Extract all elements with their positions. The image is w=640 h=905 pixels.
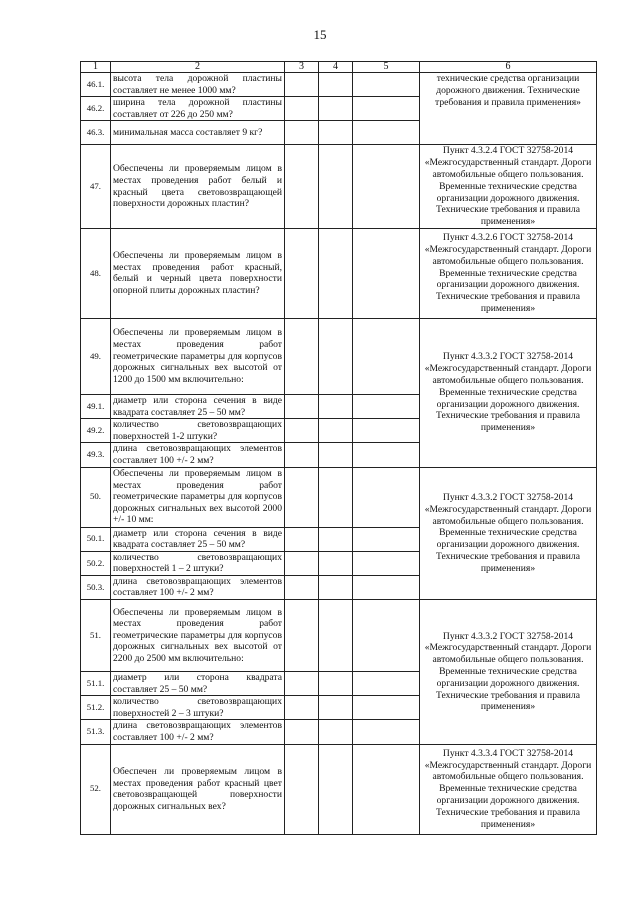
answer-cell[interactable] — [353, 696, 420, 720]
answer-cell[interactable] — [353, 467, 420, 527]
answer-cell[interactable] — [353, 720, 420, 744]
answer-cell[interactable] — [285, 228, 319, 318]
row-number: 49.1. — [81, 394, 111, 418]
answer-cell[interactable] — [319, 318, 353, 394]
answer-cell[interactable] — [319, 73, 353, 97]
row-question: Обеспечены ли проверяемым лицом в местах проведения работ красный, белый и черный цвета поверхности опорной плиты дорожных пластин? — [111, 228, 285, 318]
answer-cell[interactable] — [319, 600, 353, 672]
page-number: 15 — [313, 27, 327, 42]
column-header: 1 — [81, 62, 111, 73]
row-number: 48. — [81, 228, 111, 318]
row-question: высота тела дорожной пластины составляет не менее 1000 мм? — [111, 73, 285, 97]
answer-cell[interactable] — [319, 575, 353, 599]
answer-cell[interactable] — [319, 720, 353, 744]
answer-cell[interactable] — [285, 467, 319, 527]
row-number: 46.1. — [81, 73, 111, 97]
row-question: Обеспечены ли проверяемым лицом в местах проведения работ геометрические параметры для корпусов дорожных сигнальных вех высотой от 2200 до 2500 мм включительно: — [111, 600, 285, 672]
row-number: 50.3. — [81, 575, 111, 599]
table-header-row — [81, 62, 597, 73]
answer-cell[interactable] — [319, 97, 353, 121]
row-question: длина световозвращающих элементов составляет 100 +/- 2 мм? — [111, 575, 285, 599]
row-question: диаметр или сторона сечения в виде квадрата составляет 25 – 50 мм? — [111, 527, 285, 551]
answer-cell[interactable] — [353, 527, 420, 551]
row-reference: Пункт 4.3.2.6 ГОСТ 32758-2014 «Межгосударственный стандарт. Дороги автомобильные общего пользования. Временные технические средства организации дорожного движения. Технические требования и правила применения» — [420, 228, 597, 318]
row-number: 52. — [81, 744, 111, 834]
row-question: длина световозвращающих элементов составляет 100 +/- 2 мм? — [111, 720, 285, 744]
row-number: 49. — [81, 318, 111, 394]
table-row — [81, 600, 597, 672]
answer-cell[interactable] — [285, 575, 319, 599]
answer-cell[interactable] — [319, 527, 353, 551]
answer-cell[interactable] — [319, 419, 353, 443]
answer-cell[interactable] — [319, 744, 353, 834]
row-number: 51. — [81, 600, 111, 672]
row-question: количество световозвращающих поверхностей 1-2 штуки? — [111, 419, 285, 443]
answer-cell[interactable] — [285, 73, 319, 97]
answer-cell[interactable] — [353, 600, 420, 672]
row-reference: Пункт 4.3.3.2 ГОСТ 32758-2014 «Межгосударственный стандарт. Дороги автомобильные общего пользования. Временные технические средства организации дорожного движения. Технические требования и правила применения» — [420, 467, 597, 600]
answer-cell[interactable] — [285, 551, 319, 575]
column-header: 3 — [285, 62, 319, 73]
table-row — [81, 744, 597, 834]
answer-cell[interactable] — [285, 527, 319, 551]
row-question: минимальная масса составляет 9 кг? — [111, 121, 285, 145]
column-header: 6 — [420, 62, 597, 73]
answer-cell[interactable] — [353, 672, 420, 696]
answer-cell[interactable] — [285, 318, 319, 394]
answer-cell[interactable] — [353, 97, 420, 121]
table-row — [81, 145, 597, 229]
table-row — [81, 228, 597, 318]
answer-cell[interactable] — [353, 443, 420, 467]
answer-cell[interactable] — [285, 744, 319, 834]
answer-cell[interactable] — [353, 551, 420, 575]
answer-cell[interactable] — [285, 121, 319, 145]
answer-cell[interactable] — [319, 228, 353, 318]
answer-cell[interactable] — [319, 121, 353, 145]
answer-cell[interactable] — [353, 145, 420, 229]
row-number: 51.3. — [81, 720, 111, 744]
answer-cell[interactable] — [285, 600, 319, 672]
answer-cell[interactable] — [285, 672, 319, 696]
row-number: 49.2. — [81, 419, 111, 443]
row-number: 51.1. — [81, 672, 111, 696]
row-number: 47. — [81, 145, 111, 229]
answer-cell[interactable] — [319, 443, 353, 467]
answer-cell[interactable] — [319, 696, 353, 720]
answer-cell[interactable] — [285, 97, 319, 121]
answer-cell[interactable] — [353, 394, 420, 418]
row-number: 51.2. — [81, 696, 111, 720]
answer-cell[interactable] — [319, 394, 353, 418]
row-number: 46.3. — [81, 121, 111, 145]
answer-cell[interactable] — [353, 575, 420, 599]
answer-cell[interactable] — [285, 145, 319, 229]
row-question: диаметр или сторона квадрата составляет 25 – 50 мм? — [111, 672, 285, 696]
row-reference: Пункт 4.3.2.4 ГОСТ 32758-2014 «Межгосударственный стандарт. Дороги автомобильные общего пользования. Временные технические средства организации дорожного движения. Технические требования и правила применения» — [420, 145, 597, 229]
answer-cell[interactable] — [319, 551, 353, 575]
row-number: 49.3. — [81, 443, 111, 467]
row-reference: Пункт 4.3.3.4 ГОСТ 32758-2014 «Межгосударственный стандарт. Дороги автомобильные общего пользования. Временные технические средства организации дорожного движения. Технические требования и правила применения» — [420, 744, 597, 834]
row-question: Обеспечен ли проверяемым лицом в местах проведения работ красный цвет световозвращающей поверхности дорожных сигнальных вех? — [111, 744, 285, 834]
answer-cell[interactable] — [319, 672, 353, 696]
row-number: 50.2. — [81, 551, 111, 575]
row-reference: технические средства организации дорожного движения. Технические требования и правила применения» — [420, 73, 597, 145]
row-question: ширина тела дорожной пластины составляет от 226 до 250 мм? — [111, 97, 285, 121]
answer-cell[interactable] — [353, 228, 420, 318]
row-number: 46.2. — [81, 97, 111, 121]
table-row — [81, 467, 597, 527]
answer-cell[interactable] — [285, 394, 319, 418]
table-row — [81, 73, 597, 97]
answer-cell[interactable] — [319, 467, 353, 527]
row-reference: Пункт 4.3.3.2 ГОСТ 32758-2014 «Межгосударственный стандарт. Дороги автомобильные общего пользования. Временные технические средства организации дорожного движения. Технические требования и правила применения» — [420, 600, 597, 745]
column-header: 5 — [353, 62, 420, 73]
answer-cell[interactable] — [319, 145, 353, 229]
row-question: диаметр или сторона сечения в виде квадрата составляет 25 – 50 мм? — [111, 394, 285, 418]
row-reference: Пункт 4.3.3.2 ГОСТ 32758-2014 «Межгосударственный стандарт. Дороги автомобильные общего пользования. Временные технические средства организации дорожного движения. Технические требования и правила применения» — [420, 318, 597, 467]
row-question: количество световозвращающих поверхностей 2 – 3 штуки? — [111, 696, 285, 720]
table-row — [81, 318, 597, 394]
answer-cell[interactable] — [353, 73, 420, 97]
answer-cell[interactable] — [353, 121, 420, 145]
column-header: 2 — [111, 62, 285, 73]
answer-cell[interactable] — [285, 419, 319, 443]
answer-cell[interactable] — [353, 419, 420, 443]
answer-cell[interactable] — [285, 696, 319, 720]
answer-cell[interactable] — [353, 744, 420, 834]
row-number: 50. — [81, 467, 111, 527]
answer-cell[interactable] — [285, 720, 319, 744]
row-question: Обеспечены ли проверяемым лицом в местах проведения работ геометрические параметры для корпусов дорожных сигнальных вех высотой от 1200 до 1500 мм включительно: — [111, 318, 285, 394]
column-header: 4 — [319, 62, 353, 73]
row-question: количество световозвращающих поверхностей 1 – 2 штуки? — [111, 551, 285, 575]
row-question: Обеспечены ли проверяемым лицом в местах проведения работ белый и красный цвета световозвращающей поверхности дорожных пластин? — [111, 145, 285, 229]
row-number: 50.1. — [81, 527, 111, 551]
row-question: длина световозвращающих элементов составляет 100 +/- 2 мм? — [111, 443, 285, 467]
answer-cell[interactable] — [353, 318, 420, 394]
answer-cell[interactable] — [285, 443, 319, 467]
checklist-table — [80, 61, 597, 835]
row-question: Обеспечены ли проверяемым лицом в местах проведения работ геометрические параметры для корпусов дорожных сигнальных вех высотой 2000 +/- 10 мм: — [111, 467, 285, 527]
